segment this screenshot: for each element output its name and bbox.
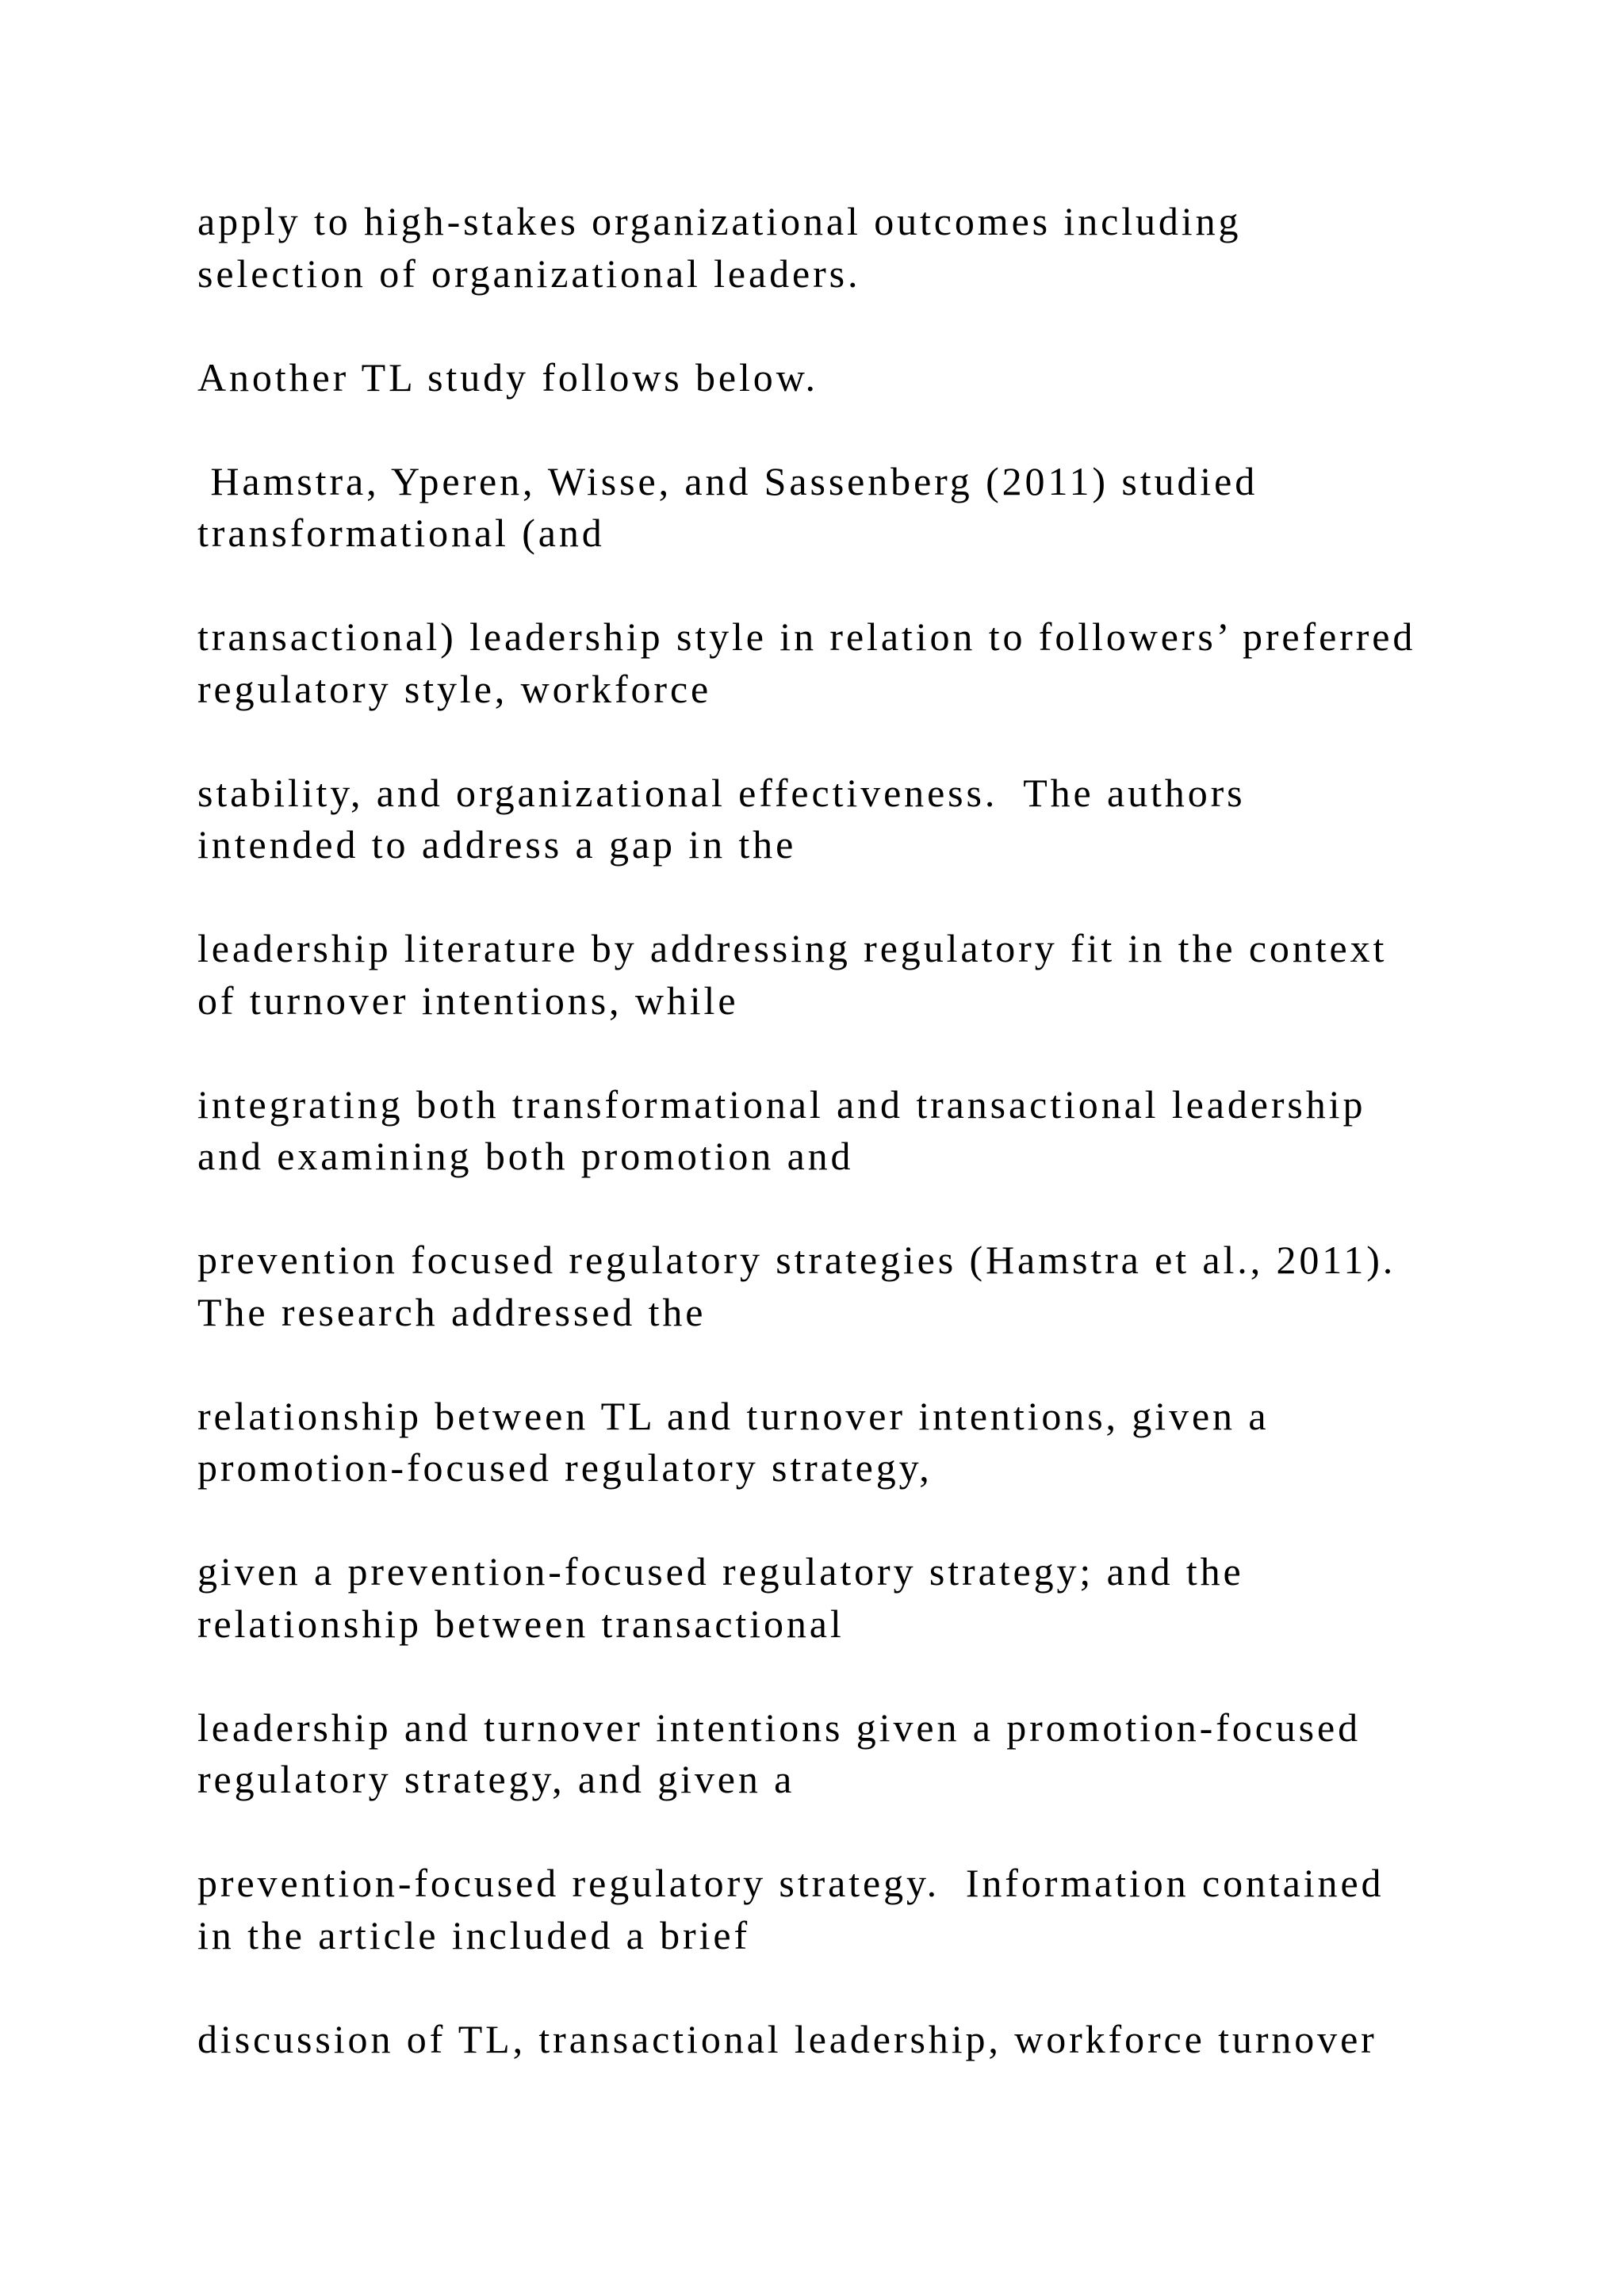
text-line: transformational (and (197, 511, 605, 555)
text-line: given a prevention-focused regulatory strategy; and the (197, 1549, 1244, 1594)
text-line: The research addressed the (197, 1289, 707, 1334)
text-line: promotion-focused regulatory strategy, (197, 1445, 933, 1490)
text-line: intended to address a gap in the (197, 822, 797, 867)
blank-line (197, 1806, 1545, 1858)
blank-line (197, 1494, 1545, 1547)
text-line: relationship between transactional (197, 1601, 845, 1646)
text-line: Hamstra, Yperen, Wisse, and Sassenberg (2011) studied (197, 458, 1258, 503)
text-line: and examining both promotion and (197, 1134, 854, 1178)
text-line: apply to high-stakes organizational outcomes including (197, 199, 1242, 243)
blank-line (197, 1961, 1545, 2014)
blank-line (197, 715, 1545, 767)
blank-line (197, 871, 1545, 924)
text-line: integrating both transformational and transactional leadership (197, 1081, 1366, 1127)
text-line: transactional) leadership style in relation to followers’ preferred (197, 614, 1416, 659)
text-line: Another TL study follows below. (197, 354, 818, 400)
blank-line (197, 300, 1545, 352)
text-line: regulatory strategy, and given a (197, 1757, 795, 1801)
text-line: regulatory style, workforce (197, 666, 712, 711)
text-line: stability, and organizational effectiveness. The authors (197, 770, 1246, 815)
blank-line (197, 560, 1545, 612)
text-line: of turnover intentions, while (197, 978, 739, 1023)
blank-line (197, 1183, 1545, 1235)
blank-line (197, 1338, 1545, 1391)
text-line: prevention-focused regulatory strategy. Information contained (197, 1861, 1385, 1905)
blank-line (197, 404, 1545, 456)
text-line: selection of organizational leaders. (197, 251, 861, 296)
text-line: relationship between TL and turnover intentions, given a (197, 1393, 1270, 1438)
document-body-text (197, 196, 1545, 2065)
text-line: leadership literature by addressing regulatory fit in the context (197, 926, 1388, 970)
text-line: prevention focused regulatory strategies (Hamstra et al., 2011). (197, 1238, 1396, 1282)
blank-line (197, 1027, 1545, 1079)
text-line: leadership and turnover intentions given a promotion-focused (197, 1705, 1362, 1750)
text-line: in the article included a brief (197, 1912, 751, 1957)
text-line: discussion of TL, transactional leadership, workforce turnover (197, 2016, 1377, 2061)
blank-line (197, 1650, 1545, 1702)
